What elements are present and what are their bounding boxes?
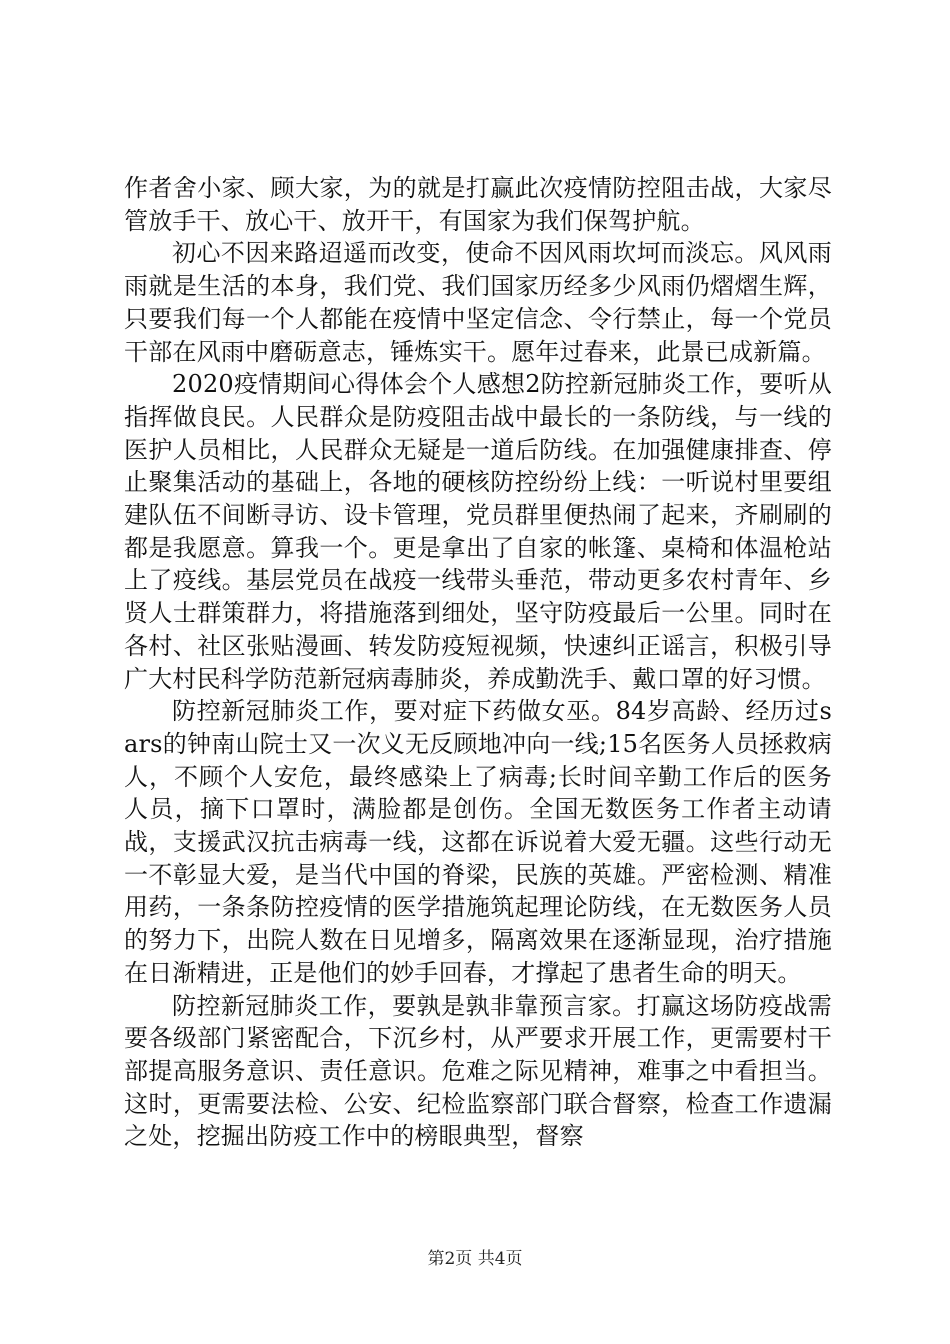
paragraph-3: 2020疫情期间心得体会个人感想2防控新冠肺炎工作，要听从指挥做良民。人民群众是防疫阻击战中最长的一条防线，与一线的医护人员相比，人民群众无疑是一道后防线。在加强健康排查、停止聚集活动的基础上，各地的硬核防控纷纷上线：一听说村里要组建队伍不间断寻访、设卡管理，党员群里便热闹了起来，齐刷刷的都是我愿意。算我一个。更是拿出了自家的帐篷、桌椅和体温枪站上了疫线。基层党员在战疫一线带头垂范，带动更多农村青年、乡贤人士群策群力，将措施落到细处，坚守防疫最后一公里。同时在各村、社区张贴漫画、转发防疫短视频，快速纠正谣言，积极引导广大村民科学防范新冠病毒肺炎，养成勤洗手、戴口罩的好习惯。	[124, 370, 832, 693]
paragraph-1: 作者舍小家、顾大家，为的就是打赢此次疫情防控阻击战，大家尽管放手干、放心干、放开干，有国家为我们保驾护航。	[124, 174, 832, 235]
paragraph-4: 防控新冠肺炎工作，要对症下药做女巫。84岁高龄、经历过sars的钟南山院士又一次义无反顾地冲向一线;15名医务人员拯救病人，不顾个人安危，最终感染上了病毒;长时间辛勤工作后的医务人员，摘下口罩时，满脸都是创伤。全国无数医务工作者主动请战，支援武汉抗击病毒一线，这都在诉说着大爱无疆。这些行动无一不彰显大爱，是当代中国的脊梁，民族的英雄。严密检测、精准用药，一条条防控疫情的医学措施筑起理论防线，在无数医务人员的努力下，出院人数在日见增多，隔离效果在逐渐显现，治疗措施在日渐精进，正是他们的妙手回春，才撑起了患者生命的明天。	[124, 697, 832, 987]
paragraph-5: 防控新冠肺炎工作，要孰是孰非靠预言家。打赢这场防疫战需要各级部门紧密配合，下沉乡村，从严要求开展工作，更需要村干部提高服务意识、责任意识。危难之际见精神，难事之中看担当。这时，更需要法检、公安、纪检监察部门联合督察，检查工作遗漏之处，挖掘出防疫工作中的榜眼典型，督察	[124, 991, 832, 1151]
paragraph-2: 初心不因来路迢遥而改变，使命不因风雨坎坷而淡忘。风风雨雨就是生活的本身，我们党、我们国家历经多少风雨仍熠熠生辉，只要我们每一个人都能在疫情中坚定信念、令行禁止，每一个党员干部在风雨中磨砺意志，锤炼实干。愿年过春来，此景已成新篇。	[124, 239, 832, 366]
document-body	[124, 172, 832, 1153]
page-footer: 第2页 共4页	[427, 1249, 523, 1269]
